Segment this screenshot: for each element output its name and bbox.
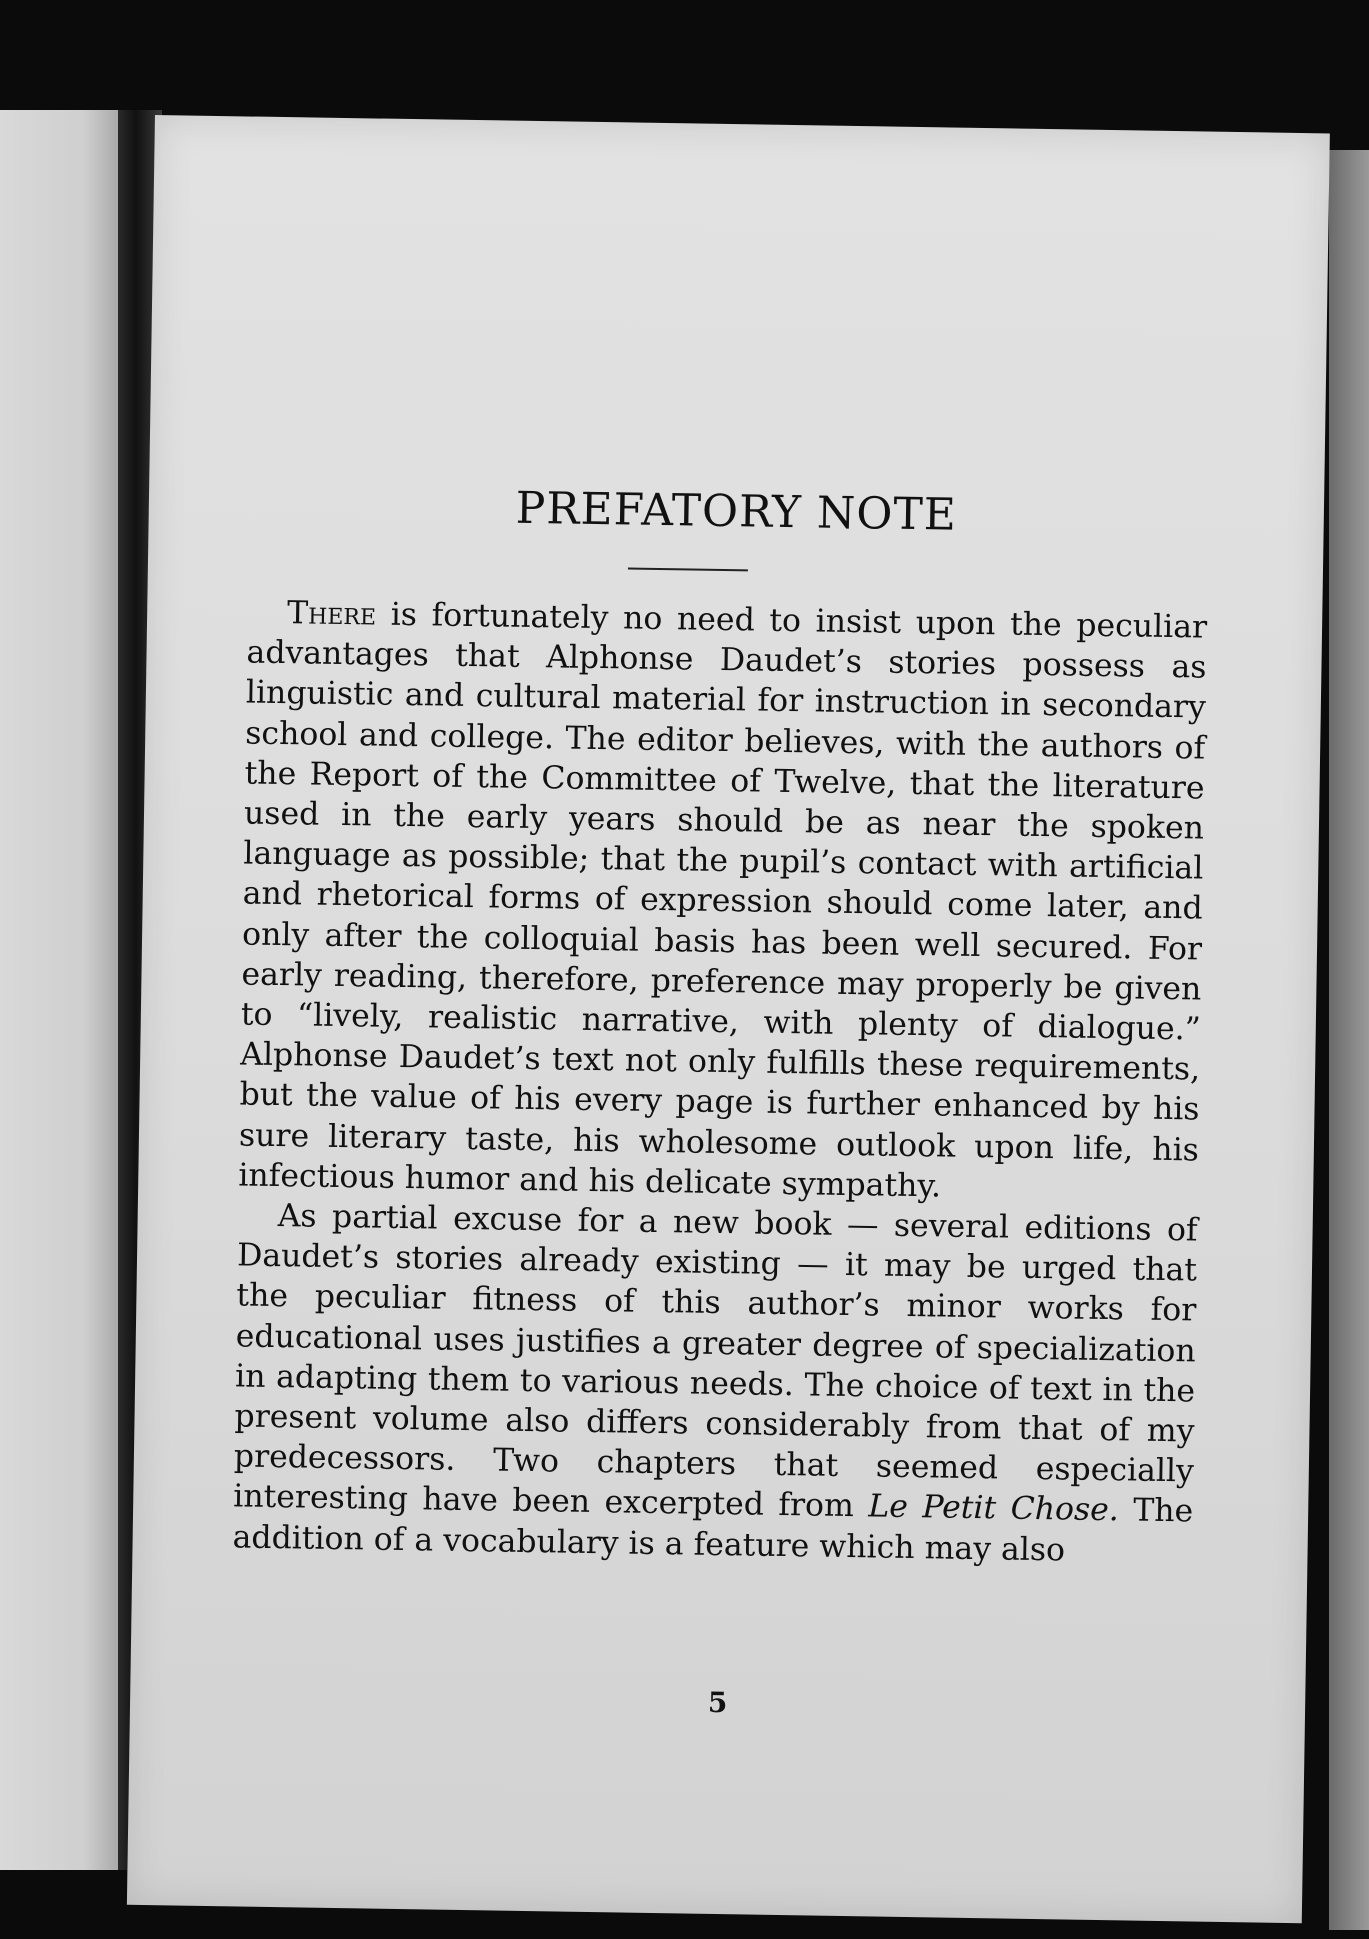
left-page-edge — [0, 110, 120, 1870]
title-divider — [628, 567, 748, 571]
paragraph-1 — [238, 593, 1207, 1211]
paragraph-2 — [232, 1195, 1198, 1572]
paragraph-1-lead: There — [286, 595, 377, 633]
page-title: PREFATORY NOTE — [515, 482, 958, 541]
book-page — [127, 115, 1330, 1923]
paragraph-1-text: is fortunately no need to insist upon the peculiar advantages that Alphonse Daudet’s stories possess as linguistic and cultural material for instruction in secondary school and college. The editor believes, with the authors of the Report of the Committee of Twelve, that the literature used in the early years should be as near the spoken language as possible; that the pupil’s contact with artificial and rhetorical forms of expression should come later, and only after the colloquial basis has been well secured. For early reading, therefore, preference may properly be given to “lively, realistic narrative, with plenty of dialogue.” Alphonse Daudet’s text not only fulfills these requirements, but the value of his every page is further enhanced by his sure literary taste, his wholesome outlook upon life, his infectious humor and his delicate sympathy. — [238, 596, 1208, 1205]
paragraph-2-text-a: As partial excuse for a new book — several editions of Daudet’s stories already existing — it may be urged that the peculiar fitness of this author’s minor works for educational uses justifies a greater degree of specialization in adapting them to various needs. The choice of text in the present volume also differs considerably from that of my predecessors. Two chapters that seemed especially interesting have been excerpted from — [233, 1198, 1198, 1525]
book-title-italic: Le Petit Chose. — [868, 1488, 1120, 1529]
page-number: 5 — [707, 1685, 728, 1720]
body-text — [232, 593, 1207, 1573]
right-page-edge — [1329, 150, 1369, 1930]
paragraph-2-text-b: The addition of a vocabulary is a feature which may also — [232, 1492, 1194, 1569]
